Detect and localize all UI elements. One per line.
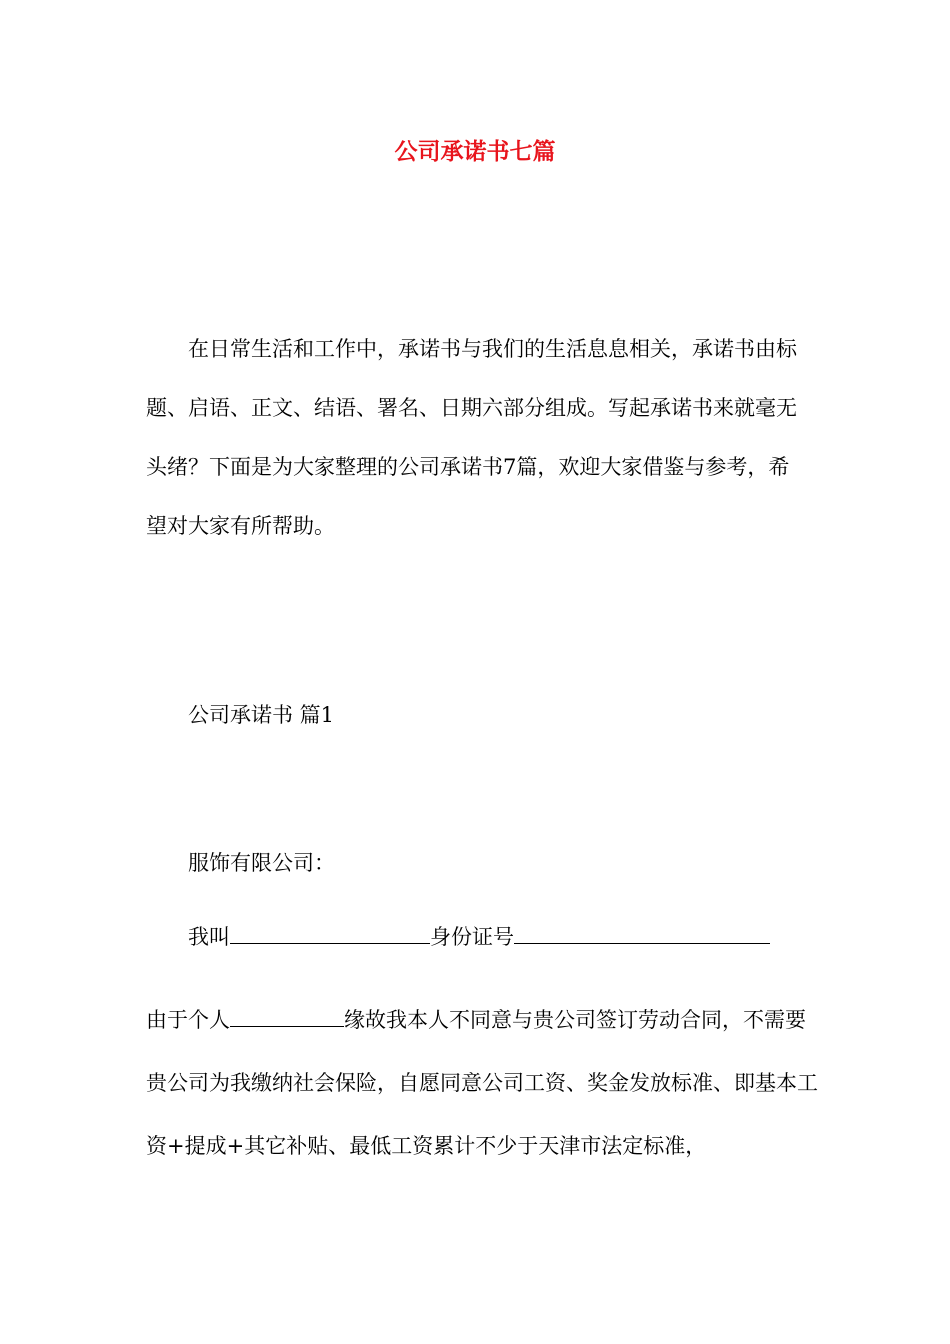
- salutation: 服饰有限公司：: [188, 851, 335, 875]
- id-label: 身份证号: [430, 925, 514, 949]
- reason-blank: [230, 1000, 344, 1027]
- document-title: 公司承诺书七篇: [394, 138, 556, 165]
- intro-paragraph: 在日常生活和工作中，承诺书与我们的生活息息相关，承诺书由标题、启语、正文、结语、署名、日期六部分组成。写起承诺书来就毫无头绪？下面是为大家整理的公司承诺书7篇，欢迎大家借鉴与参考，希望对大家有所帮助。: [146, 337, 797, 538]
- name-label: 我叫: [188, 925, 230, 949]
- id-blank: [514, 917, 770, 944]
- body-prefix: 由于个人: [146, 1008, 230, 1032]
- section-heading: 公司承诺书 篇1: [188, 703, 335, 727]
- name-blank: [230, 917, 430, 944]
- body-rest: 缘故我本人不同意与贵公司签订劳动合同，不需要贵公司为我缴纳社会保险，自愿同意公司工资、奖金发放标准、即基本工资+提成+其它补贴、最低工资累计不少于天津市法定标准，: [146, 1008, 818, 1158]
- name-id-line: [188, 917, 770, 957]
- body-paragraph: [146, 989, 822, 1178]
